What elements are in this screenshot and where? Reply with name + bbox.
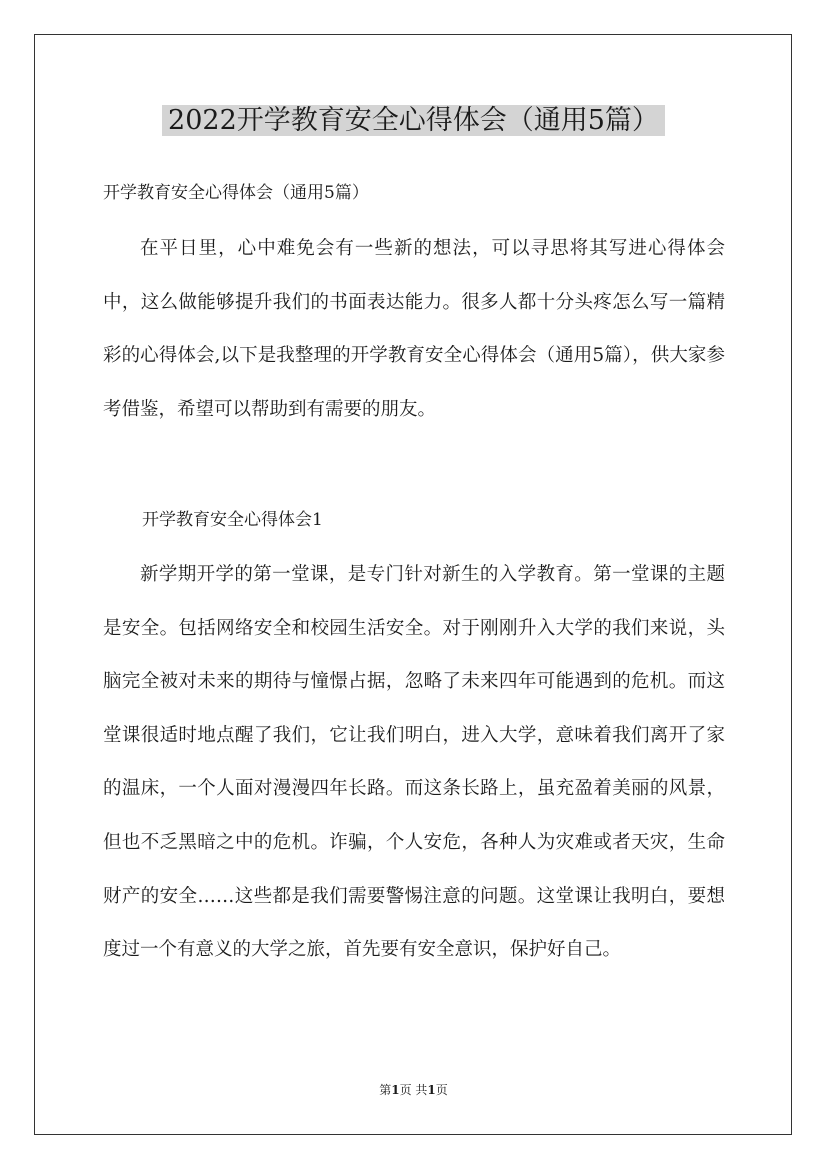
footer-page-suffix: 页 [435, 1083, 448, 1097]
section-1-body: 新学期开学的第一堂课，是专门针对新生的入学教育。第一堂课的主题是安全。包括网络安全和校园生活安全。对于刚刚升入大学的我们来说，头脑完全被对未来的期待与憧憬占据，忽略了未来四年可能遇到的危机。而这堂课很适时地点醒了我们，它让我们明白，进入大学，意味着我们离开了家的温床，一个人面对漫漫四年长路。而这条长路上，虽充盈着美丽的风景，但也不乏黑暗之中的危机。诈骗，个人安危，各种人为灾难或者天灾，生命财产的安全……这些都是我们需要警惕注意的问题。这堂课让我明白，要想度过一个有意义的大学之旅，首先要有安全意识，保护好自己。 [103, 564, 725, 961]
footer-page-mid: 页 共 [399, 1083, 428, 1097]
document-title [0, 100, 827, 142]
footer-page-total: 1 [427, 1083, 436, 1097]
document-subtitle: 开学教育安全心得体会（通用5篇） [103, 183, 369, 203]
intro-paragraph: 在平日里，心中难免会有一些新的想法，可以寻思将其写进心得体会中，这么做能够提升我们的书面表达能力。很多人都十分头疼怎么写一篇精彩的心得体会,以下是我整理的开学教育安全心得体会（通用5篇），供大家参考借鉴，希望可以帮助到有需要的朋友。 [103, 238, 725, 420]
footer-page-prefix: 第 [379, 1083, 392, 1097]
document-title-text: 2022开学教育安全心得体会（通用5篇） [162, 105, 665, 136]
page-footer [0, 1080, 827, 1100]
section-1-heading: 开学教育安全心得体会1 [142, 510, 323, 530]
footer-page-current: 1 [391, 1083, 400, 1097]
